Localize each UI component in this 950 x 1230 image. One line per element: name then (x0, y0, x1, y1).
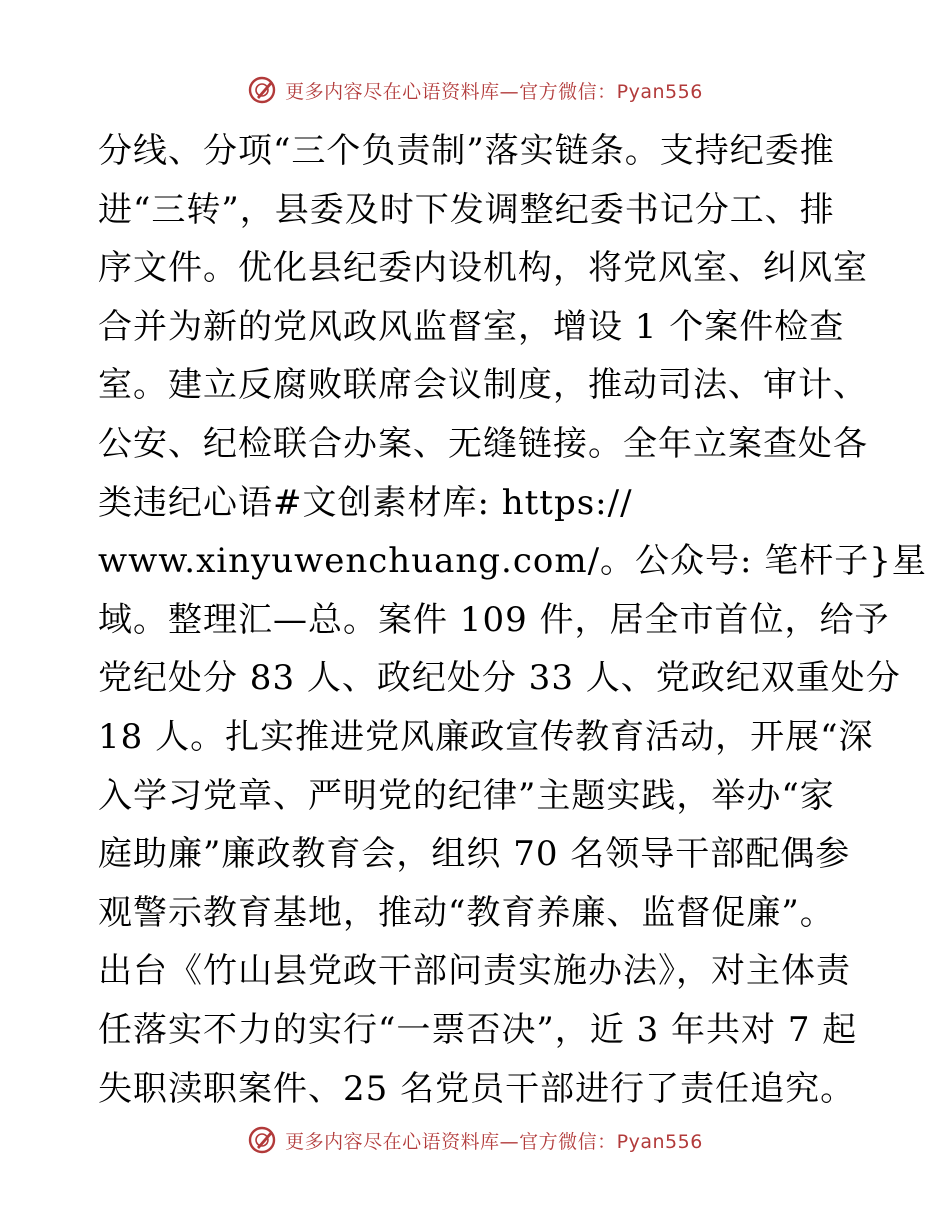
body-line: 合并为新的党风政风监督室，增设 1 个案件检查 (98, 306, 845, 347)
body-line: 序文件。优化县纪委内设机构，将党风室、纠风室 (98, 248, 868, 289)
body-line: 公安、纪检联合办案、无缝链接。全年立案查处各 (98, 423, 868, 464)
watermark-footer (0, 1120, 950, 1160)
body-line: 出台《竹山县党政干部问责实施办法》，对主体责 (98, 951, 851, 992)
watermark-text: 更多内容尽在心语资料库—官方微信：Pyan556 (285, 1130, 703, 1153)
body-line: 入学习党章、严明党的纪律”主题实践，举办“家 (98, 775, 835, 816)
body-line: 失职渎职案件、25 名党员干部进行了责任追究。 (98, 1068, 856, 1109)
body-line: 18 人。扎实推进党风廉政宣传教育活动，开展“深 (98, 716, 874, 757)
watermark-text: 更多内容尽在心语资料库—官方微信：Pyan556 (285, 80, 703, 103)
body-line: 域。整理汇—总。案件 109 件，居全市首位，给予 (98, 599, 890, 640)
pen-logo-icon (247, 75, 277, 105)
body-line: 庭助廉”廉政教育会，组织 70 名领导干部配偶参 (98, 834, 851, 875)
body-line: 观警示教育基地，推动“教育养廉、监督促廉”。 (98, 892, 835, 933)
body-line: 任落实不力的实行“一票否决”，近 3 年共对 7 起 (98, 1009, 858, 1050)
body-line: 进“三转”，县委及时下发调整纪委书记分工、排 (98, 189, 835, 230)
body-line: 室。建立反腐败联席会议制度，推动司法、审计、 (98, 365, 868, 406)
document-body (98, 122, 927, 1118)
watermark-header (0, 70, 950, 110)
body-line: 分线、分项“三个负责制”落实链条。支持纪委推 (98, 131, 835, 171)
body-line: www.xinyuwenchuang.com/。公众号: 笔杆子}星 (98, 541, 927, 582)
body-line: 类违纪心语#文创素材库: https:// (98, 482, 633, 523)
body-line: 党纪处分 83 人、政纪处分 33 人、党政纪双重处分 (98, 658, 901, 699)
pen-logo-icon (247, 1125, 277, 1155)
